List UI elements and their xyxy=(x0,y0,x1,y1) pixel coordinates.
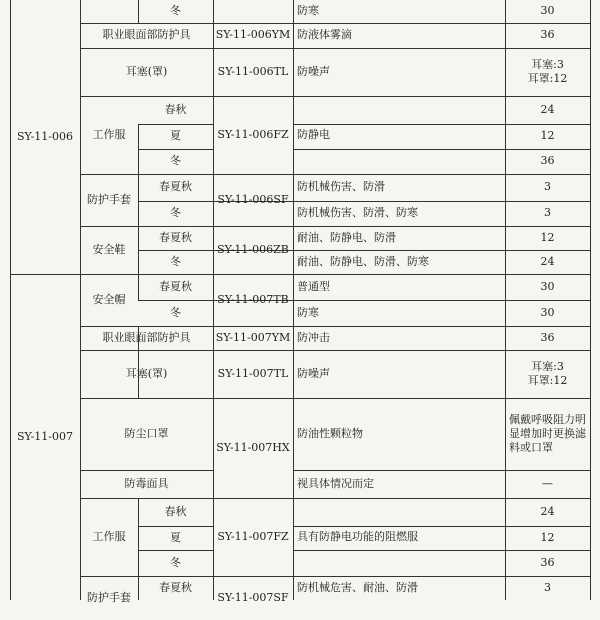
effect-cell: 防机械伤害、防滑、防寒 xyxy=(297,206,418,220)
sub-cell: 春夏秋 xyxy=(159,180,192,194)
effect-cell: 防机械伤害、防滑 xyxy=(297,180,385,194)
code-cell: SY-11-007SF xyxy=(217,590,289,604)
sub-cell: 春夏秋 xyxy=(159,279,192,293)
sub-cell: 冬 xyxy=(170,206,181,220)
months-cell: 24 xyxy=(540,254,555,268)
item-cell: 职业眼面部防护具 xyxy=(102,28,191,42)
months-cell: 36 xyxy=(540,154,555,168)
item-cell: 防毒面具 xyxy=(124,476,169,490)
code-cell: SY-11-007FZ xyxy=(217,529,289,543)
months-cell: 12 xyxy=(540,129,555,143)
code-cell: SY-11-006SF xyxy=(217,192,289,206)
code-cell: SY-11-006YM xyxy=(215,28,291,42)
effect-cell: 普通型 xyxy=(297,279,330,293)
months-cell: 36 xyxy=(540,330,555,344)
months-cell: 30 xyxy=(540,279,555,293)
item-cell: 防护手套 xyxy=(87,192,131,206)
months-cell: 耳塞:3 耳罩:12 xyxy=(527,57,568,85)
effect-cell: 耐油、防静电、防滑、防寒 xyxy=(297,254,429,268)
effect-cell: 防寒 xyxy=(297,4,319,18)
effect-cell: 防液体雾滴 xyxy=(297,28,352,42)
months-cell: 36 xyxy=(540,555,555,569)
item-cell: 安全鞋 xyxy=(92,242,126,256)
sub-cell: 冬 xyxy=(170,4,181,18)
months-cell: 12 xyxy=(540,530,555,544)
effect-cell: 耐油、防静电、防滑 xyxy=(297,230,396,244)
group-label: SY-11-006 xyxy=(16,129,73,143)
item-cell: 防尘口罩 xyxy=(124,426,169,440)
code-cell: SY-11-006ZB xyxy=(217,242,289,256)
months-cell: 12 xyxy=(540,230,555,244)
effect-cell: 防静电 xyxy=(297,127,330,141)
months-cell: 3 xyxy=(544,580,551,594)
sub-cell: 夏 xyxy=(170,530,181,544)
code-cell: SY-11-007YM xyxy=(215,330,291,344)
sub-cell: 冬 xyxy=(170,305,181,319)
months-cell: 30 xyxy=(540,4,555,18)
sub-cell: 夏 xyxy=(170,129,181,143)
code-cell: SY-11-007TB xyxy=(217,292,289,306)
item-cell: 职业眼面部防护具 xyxy=(102,330,191,344)
code-cell: SY-11-007HX xyxy=(216,440,290,454)
effect-cell: 防噪声 xyxy=(297,366,330,380)
code-cell: SY-11-006TL xyxy=(217,64,289,78)
code-cell: SY-11-006FZ xyxy=(217,127,289,141)
sub-cell: 冬 xyxy=(170,254,181,268)
months-cell: 佩戴呼吸阻力明显增加时更换滤料或口罩 xyxy=(509,412,586,455)
sub-cell: 春秋 xyxy=(164,102,187,116)
months-cell: 36 xyxy=(540,28,555,42)
sub-cell: 春夏秋 xyxy=(159,580,192,594)
effect-cell: 防冲击 xyxy=(297,330,330,344)
months-cell: 3 xyxy=(544,206,551,220)
effect-cell: 防机械危害、耐油、防滑 xyxy=(297,580,418,594)
item-cell: 工作服 xyxy=(92,127,126,141)
code-cell: SY-11-007TL xyxy=(217,366,289,380)
sub-cell: 春夏秋 xyxy=(159,230,192,244)
months-cell: — xyxy=(542,476,553,490)
sub-cell: 冬 xyxy=(170,154,181,168)
months-cell: 24 xyxy=(540,504,555,518)
sub-cell: 冬 xyxy=(170,555,181,569)
months-cell: 30 xyxy=(540,305,555,319)
item-cell: 安全帽 xyxy=(92,292,126,306)
effect-cell: 防噪声 xyxy=(297,64,330,78)
group-label: SY-11-007 xyxy=(16,429,73,443)
item-cell: 防护手套 xyxy=(87,590,131,604)
item-cell: 工作服 xyxy=(92,529,126,543)
effect-cell: 防油性颗粒物 xyxy=(297,426,363,440)
effect-cell: 防寒 xyxy=(297,305,319,319)
effect-cell: 视具体情况而定 xyxy=(297,476,374,490)
months-cell: 3 xyxy=(544,180,551,194)
months-cell: 耳塞:3 耳罩:12 xyxy=(527,359,568,387)
effect-cell: 具有防静电功能的阻燃服 xyxy=(297,529,418,543)
months-cell: 24 xyxy=(540,102,555,116)
sub-cell: 春秋 xyxy=(164,504,187,518)
item-cell: 耳塞(罩) xyxy=(125,64,168,78)
item-cell: 耳塞(罩) xyxy=(125,366,168,380)
